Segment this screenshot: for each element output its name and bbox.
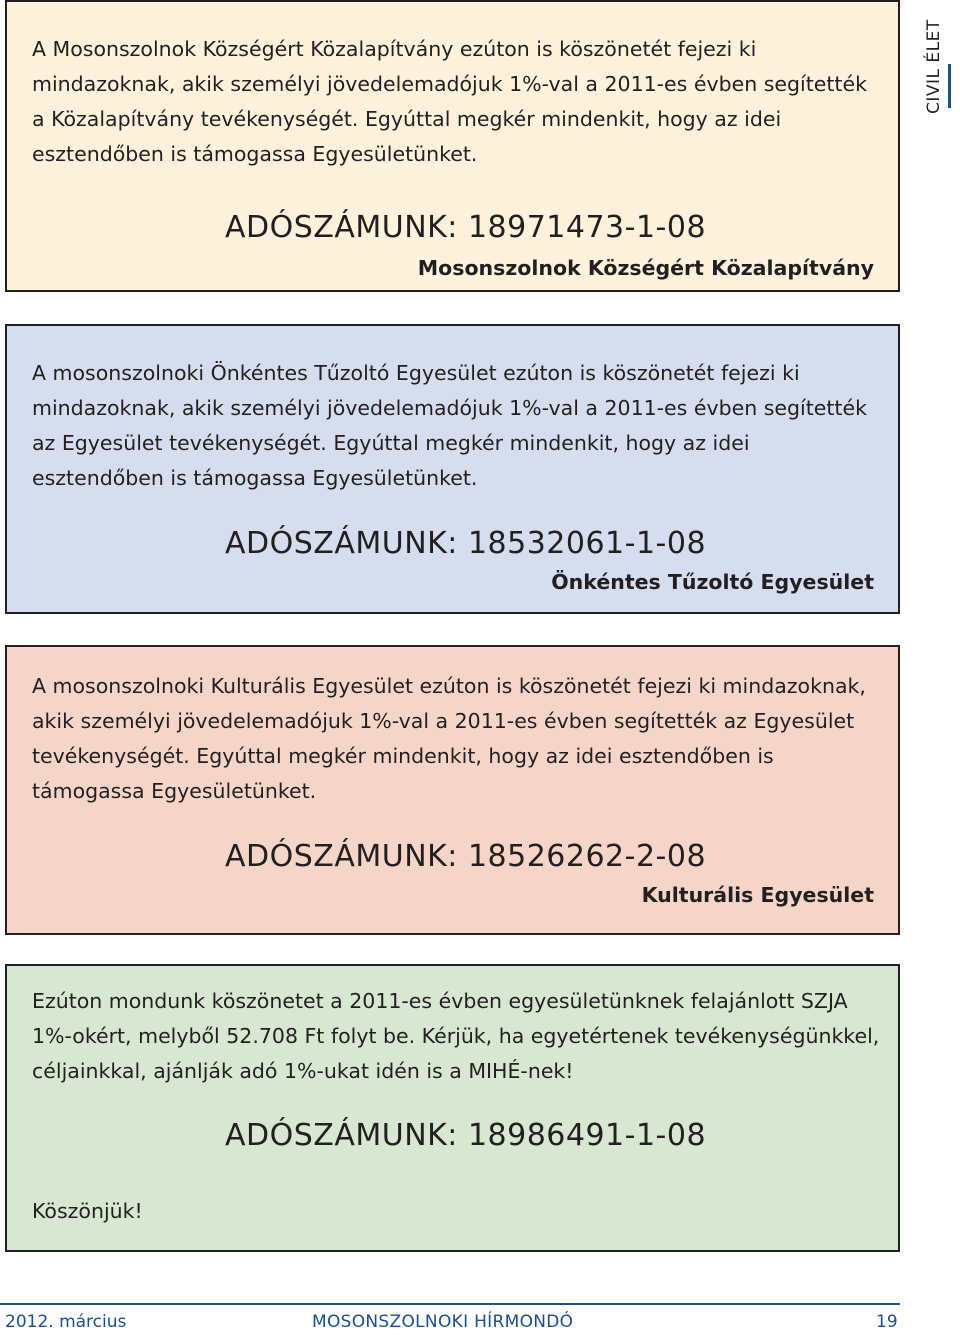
notice-box-kulturalis (5, 645, 900, 935)
section-label (912, 0, 960, 120)
tax-number: ADÓSZÁMUNK: 18532061-1-08 (225, 526, 707, 561)
notice-text: A mosonszolnoki Kulturális Egyesület ezúton is köszönetét fejezi ki mindazoknak, akik személyi jövedelemadójuk 1%-val a 2011-es évben segítették az Egyesület tevékenységét. Egyúttal megkér mindenkit, hogy az idei esztendőben is támogassa Egyesületünket. (32, 674, 866, 803)
tax-number: ADÓSZÁMUNK: 18971473-1-08 (225, 210, 707, 245)
organization-name: Önkéntes Tűzoltó Egyesület (551, 570, 874, 594)
page-number: 19 (876, 1312, 898, 1332)
organization-name: Mosonszolnok Községért Közalapítvány (417, 256, 874, 280)
tax-number: ADÓSZÁMUNK: 18526262-2-08 (225, 839, 707, 874)
notice-text: A mosonszolnoki Önkéntes Tűzoltó Egyesület ezúton is köszönetét fejezi ki mindazoknak, akik személyi jövedelemadójuk 1%-val a 2011-es évben segítették az Egyesület tevékenységét. Egyúttal megkér mindenkit, hogy az idei esztendőben is támogassa Egyesületünket. (32, 361, 867, 490)
notice-text: A Mosonszolnok Községért Közalapítvány ezúton is köszönetét fejezi ki mindazoknak, akik személyi jövedelemadójuk 1%-val a 2011-es évben segítették a Közalapítvány tevékenységét. Egyúttal megkér mindenkit, hogy az idei esztendőben is támogassa Egyesületünket. (32, 37, 867, 166)
section-label-bar (948, 64, 951, 108)
closing-text: Köszönjük! (32, 1199, 143, 1223)
notice-box-tuzolto (5, 324, 900, 614)
footer-rule (0, 1303, 900, 1305)
publication-title: MOSONSZOLNOKI HÍRMONDÓ (312, 1312, 574, 1332)
notice-box-mihe (5, 964, 900, 1252)
notice-text: Ezúton mondunk köszönetet a 2011-es évben egyesületünknek felajánlott SZJA 1%-okért, melyből 52.708 Ft folyt be. Kérjük, ha egyetértenek tevékenységünkkel, céljainkkal, ajánlják adó 1%-ukat idén is a MIHÉ-nek! (32, 989, 880, 1083)
tax-number: ADÓSZÁMUNK: 18986491-1-08 (225, 1118, 707, 1153)
section-label-text: CIVIL ÉLET (924, 19, 944, 114)
notice-box-kozalapitvany (5, 0, 900, 292)
organization-name: Kulturális Egyesület (641, 883, 874, 907)
footer-date: 2012. március (5, 1312, 127, 1332)
